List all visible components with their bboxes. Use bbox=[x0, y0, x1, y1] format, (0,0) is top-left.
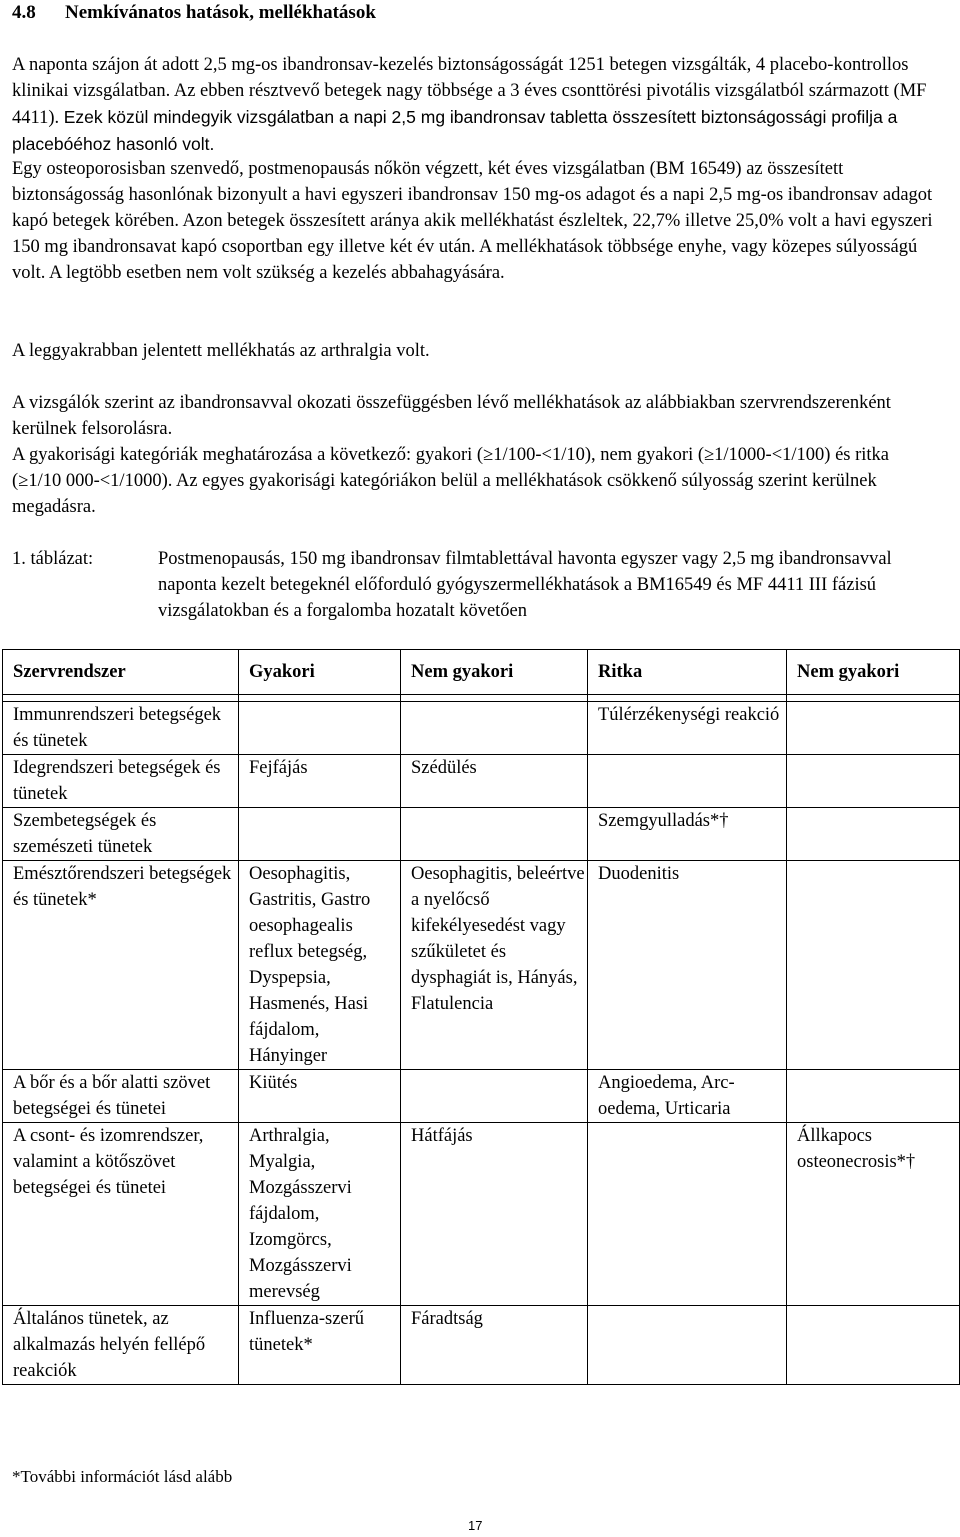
table-cell: Szemgyulladás*† bbox=[588, 808, 787, 861]
table-cell: Emésztőrendszeri betegségek és tünetek* bbox=[3, 861, 239, 1070]
paragraph-text-sans: Ezek közül mindegyik vizsgálatban a napi 2,5 mg ibandronsav tabletta összesített biztonságossági profilja a placebóéhoz hasonló volt. bbox=[12, 107, 898, 154]
adverse-reactions-table bbox=[2, 649, 960, 1385]
paragraph-text: A naponta szájon át adott 2,5 mg-os ibandronsav-kezelés biztonságosságát 1251 betegen vizsgálták, 4 placebo-kontrollos klinikai vizsgálatban. Az ebben résztvevő betegek nagy többsége a 3 éves csonttörési pivotális vizsgálatból származott (MF 4411). bbox=[12, 55, 927, 128]
table-caption-label: 1. táblázat: bbox=[12, 549, 94, 569]
table-cell: Oesophagitis, Gastritis, Gastro oesophagealis reflux betegség, Dyspepsia, Hasmenés, Hasi fájdalom, Hányinger bbox=[239, 861, 401, 1070]
table-header-row bbox=[3, 650, 960, 695]
table-cell bbox=[239, 808, 401, 861]
paragraph-bm16549: Egy osteoporosisban szenvedő, postmenopausás nőkön végzett, két éves vizsgálatban (BM 16549) az összesített biztonságosság hasonlónak bizonyult a havi egyszeri ibandronsav 150 mg-os adagot és a napi 2,5 mg-os ibandronsav adagot kapó betegek körében. Azon betegek összesített aránya akik mellékhatást észleltek, 22,7% illetve 25,0% volt a havi egyszeri 150 mg ibandronsavat kapó csoportban egy illetve két év után. A mellékhatások többsége enyhe, vagy közepes súlyosságú volt. A legtöbb esetben nem volt szükség a kezelés abbahagyására. bbox=[12, 159, 933, 283]
table-cell: Általános tünetek, az alkalmazás helyén fellépő reakciók bbox=[3, 1306, 239, 1385]
table-cell bbox=[588, 755, 787, 808]
table-cell: Idegrendszeri betegségek és tünetek bbox=[3, 755, 239, 808]
table-cell: Angioedema, Arc-oedema, Urticaria bbox=[588, 1070, 787, 1123]
table-cell bbox=[787, 808, 960, 861]
table-cell bbox=[787, 1306, 960, 1385]
page-number: 17 bbox=[468, 1518, 483, 1533]
table-cell bbox=[787, 755, 960, 808]
table-cell bbox=[787, 1070, 960, 1123]
table-cell: Fáradtság bbox=[401, 1306, 588, 1385]
table-row bbox=[3, 1070, 960, 1123]
table-cell: Fejfájás bbox=[239, 755, 401, 808]
header-cell: Ritka bbox=[588, 650, 787, 695]
table-cell: Szembetegségek és szemészeti tünetek bbox=[3, 808, 239, 861]
table-cell: Duodenitis bbox=[588, 861, 787, 1070]
header-cell: Nem gyakori bbox=[787, 650, 960, 695]
table-cell: Szédülés bbox=[401, 755, 588, 808]
header-cell: Szervrendszer bbox=[3, 650, 239, 695]
table-row bbox=[3, 1123, 960, 1306]
table-cell bbox=[401, 702, 588, 755]
table-row bbox=[3, 1306, 960, 1385]
paragraph-frequency-definition: A gyakorisági kategóriák meghatározása a következő: gyakori (≥1/100-<1/10), nem gyakori (≥1/1000-<1/100) és ritka (≥1/10 000-<1/1000). Az egyes gyakorisági kategóriákon belül a mellékhatások csökkenő súlyosság szerint kerülnek megadásra. bbox=[12, 445, 890, 517]
table-cell: Állkapocs osteonecrosis*† bbox=[787, 1123, 960, 1306]
table-row bbox=[3, 861, 960, 1070]
table-footnote: *További információt lásd alább bbox=[12, 1467, 233, 1486]
section-heading bbox=[12, 1, 376, 25]
table-row bbox=[3, 808, 960, 861]
paragraph-listing-intro: A vizsgálók szerint az ibandronsavval okozati összefüggésben lévő mellékhatások az alábbiakban szervrendszerenként kerülnek felsorolásra. bbox=[12, 393, 891, 439]
table-cell: Túlérzékenységi reakció bbox=[588, 702, 787, 755]
table-cell: A bőr és a bőr alatti szövet betegségei és tünetei bbox=[3, 1070, 239, 1123]
paragraph-safety-overview bbox=[12, 52, 942, 158]
table-spacer-row bbox=[3, 695, 960, 702]
paragraph-most-common: A leggyakrabban jelentett mellékhatás az arthralgia volt. bbox=[12, 341, 430, 361]
table-cell bbox=[787, 861, 960, 1070]
section-title: Nemkívánatos hatások, mellékhatások bbox=[65, 2, 376, 23]
table-cell: Influenza-szerű tünetek* bbox=[239, 1306, 401, 1385]
header-cell: Nem gyakori bbox=[401, 650, 588, 695]
table-cell bbox=[239, 702, 401, 755]
table-cell: A csont- és izomrendszer, valamint a kötőszövet betegségei és tünetei bbox=[3, 1123, 239, 1306]
table-cell bbox=[787, 702, 960, 755]
header-cell: Gyakori bbox=[239, 650, 401, 695]
table-cell: Oesophagitis, beleértve a nyelőcső kifekélyesedést vagy szűkületet és dysphagiát is, Hányás, Flatulencia bbox=[401, 861, 588, 1070]
table-cell: Immunrendszeri betegségek és tünetek bbox=[3, 702, 239, 755]
table-cell bbox=[401, 1070, 588, 1123]
table-row bbox=[3, 702, 960, 755]
table-caption-text: Postmenopausás, 150 mg ibandronsav filmtablettával havonta egyszer vagy 2,5 mg ibandronsavval naponta kezelt betegeknél előforduló gyógyszermellékhatások a BM16549 és MF 4411 III fázisú vizsgálatokban és a forgalomba hozatalt követően bbox=[158, 549, 892, 621]
table-cell: Arthralgia, Myalgia, Mozgásszervi fájdalom, Izomgörcs, Mozgásszervi merevség bbox=[239, 1123, 401, 1306]
table-cell bbox=[588, 1123, 787, 1306]
table-cell: Kiütés bbox=[239, 1070, 401, 1123]
table-cell bbox=[401, 808, 588, 861]
table-cell: Hátfájás bbox=[401, 1123, 588, 1306]
table-row bbox=[3, 755, 960, 808]
section-number: 4.8 bbox=[12, 2, 36, 23]
table-cell bbox=[588, 1306, 787, 1385]
